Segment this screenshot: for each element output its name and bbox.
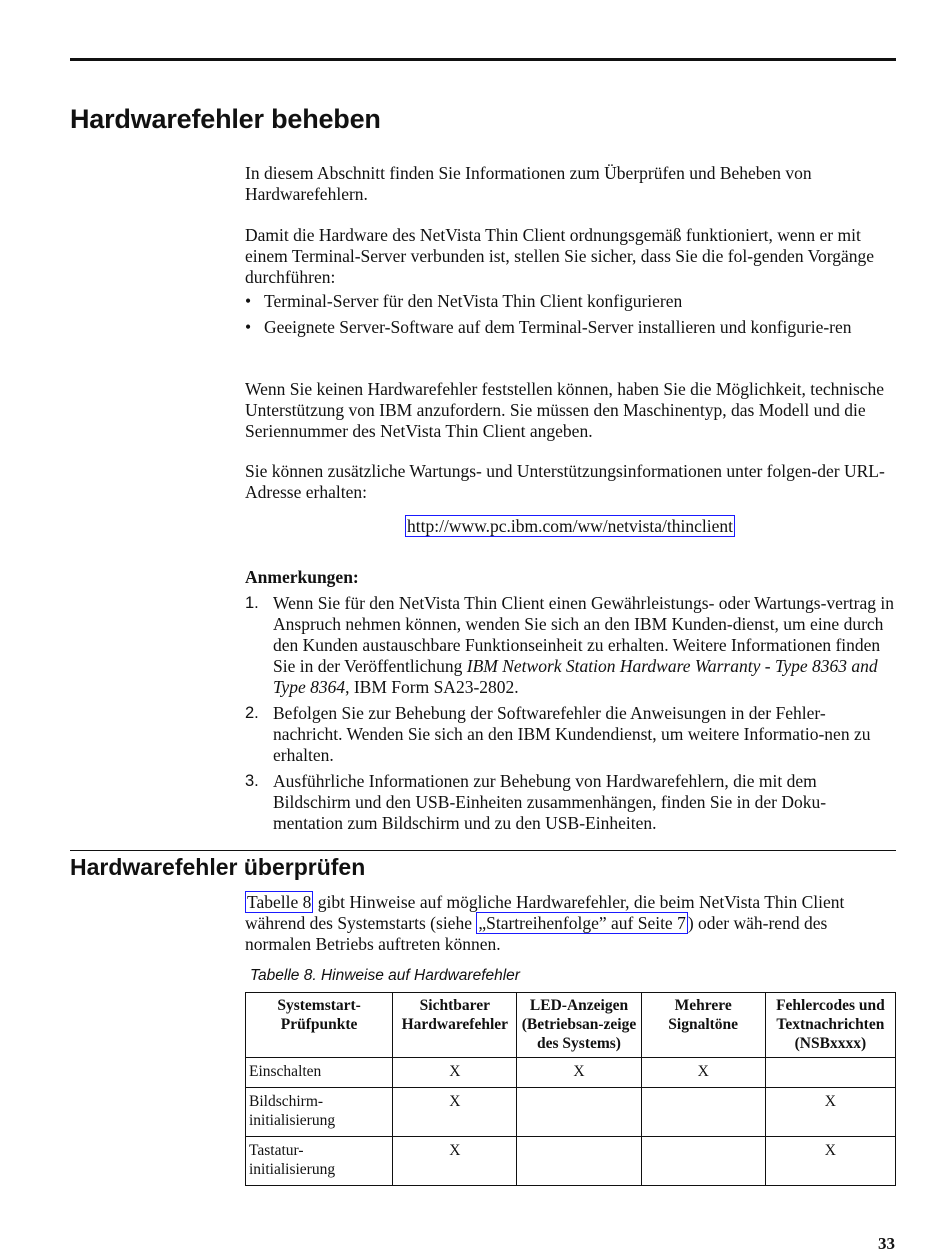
table-cell: Einschalten [246, 1058, 393, 1088]
table-reference-link[interactable]: Tabelle 8 [247, 892, 312, 912]
bullet-icon: • [245, 291, 252, 311]
bullet-list [245, 291, 895, 343]
more-info-paragraph: Sie können zusätzliche Wartungs- und Unterstützungsinformationen unter folgen-der URL-Adresse erhalten: [245, 461, 885, 502]
notes-heading: Anmerkungen: [245, 567, 359, 587]
column-header: LED-Anzeigen (Betriebsan-zeige des Systems) [517, 993, 641, 1058]
hardware-error-table [245, 992, 896, 1186]
table-row [246, 1058, 896, 1088]
support-paragraph: Wenn Sie keinen Hardwarefehler feststellen können, haben Sie die Möglichkeit, technische Unterstützung von IBM anzufordern. Sie müssen den Maschinentyp, das Modell und die Seriennummer des NetVista Thin Client angeben. [245, 379, 885, 441]
note-number: 1. [245, 594, 259, 612]
column-header: Systemstart-Prüfpunkte [246, 993, 393, 1058]
table-cell [517, 1088, 641, 1137]
table-cell [641, 1088, 765, 1137]
note-item: 3. Ausführliche Informationen zur Behebung von Hardwarefehlern, die mit dem Bildschirm und den USB-Einheiten zusammenhängen, finden Sie in der Doku-mentation zum Bildschirm und zu den USB-Einheiten. [245, 771, 827, 833]
startup-sequence-link[interactable]: „Startreihenfolge” auf Seite 7 [478, 913, 686, 933]
page-title: Hardwarefehler beheben [70, 104, 381, 134]
table-cell: X [393, 1137, 517, 1186]
table-cell: X [393, 1058, 517, 1088]
section-rule [70, 850, 896, 851]
table-cell: X [517, 1058, 641, 1088]
note-item: 1. Wenn Sie für den NetVista Thin Client einen Gewährleistungs- oder Wartungs-vertrag in Anspruch nehmen können, wenden Sie sich an den IBM Kunden-dienst, um eine durch den Kunden austauschbare Funktionseinheit zu erhalten. Weitere Informationen finden Sie in der Veröffentlichung IBM Network Station Hardware Warranty - Type 8363 and Type 8364, IBM Form SA23-2802. [245, 593, 894, 697]
table-caption: Tabelle 8. Hinweise auf Hardwarefehler [250, 967, 520, 984]
table-cell [765, 1058, 895, 1088]
table-cell: Bildschirm-initialisierung [246, 1088, 393, 1137]
url-line [245, 516, 895, 537]
list-item: • Geeignete Server-Software auf dem Terminal-Server installieren und konfigurie-ren [245, 317, 852, 337]
table-cell: X [765, 1137, 895, 1186]
table-cell: X [393, 1088, 517, 1137]
table-row [246, 1088, 896, 1137]
notes-list [245, 593, 895, 839]
section-title: Hardwarefehler überprüfen [70, 854, 366, 880]
bullet-icon: • [245, 317, 252, 337]
publication-title: IBM Network Station Hardware Warranty - Type 8363 and Type 8364 [273, 656, 878, 697]
table-cell [517, 1137, 641, 1186]
note-number: 3. [245, 772, 259, 790]
table-row [246, 1137, 896, 1186]
requirements-paragraph: Damit die Hardware des NetVista Thin Client ordnungsgemäß funktioniert, wenn er mit einem Terminal-Server verbunden ist, stellen Sie sicher, dass Sie die fol-genden Vorgänge durchführen: [245, 225, 875, 287]
column-header: Mehrere Signaltöne [641, 993, 765, 1058]
note-number: 2. [245, 704, 259, 722]
table-cell: X [765, 1088, 895, 1137]
table-cell: X [641, 1058, 765, 1088]
page-number: 33 [878, 1234, 895, 1253]
list-item: • Terminal-Server für den NetVista Thin Client konfigurieren [245, 291, 683, 311]
column-header: Sichtbarer Hardwarefehler [393, 993, 517, 1058]
table-header-row [246, 993, 896, 1058]
intro-paragraph: In diesem Abschnitt finden Sie Informationen zum Überprüfen und Beheben von Hardwarefehlern. [245, 163, 812, 204]
top-rule [70, 58, 896, 61]
table-cell [641, 1137, 765, 1186]
table-cell: Tastatur-initialisierung [246, 1137, 393, 1186]
section-paragraph: Tabelle 8 gibt Hinweise auf mögliche Hardwarefehler, die beim NetVista Thin Client während des Systemstarts (siehe „Startreihenfolge” auf Seite 7 ) oder wäh-rend des normalen Betriebs auftreten können. [245, 892, 845, 954]
support-url-link[interactable]: http://www.pc.ibm.com/ww/netvista/thinclient [407, 516, 733, 536]
note-item: 2. Befolgen Sie zur Behebung der Softwarefehler die Anweisungen in der Fehler-nachricht. Wenden Sie sich an den IBM Kundendienst, um weitere Informatio-nen zu erhalten. [245, 703, 871, 765]
column-header: Fehlercodes und Textnachrichten (NSBxxxx) [765, 993, 895, 1058]
